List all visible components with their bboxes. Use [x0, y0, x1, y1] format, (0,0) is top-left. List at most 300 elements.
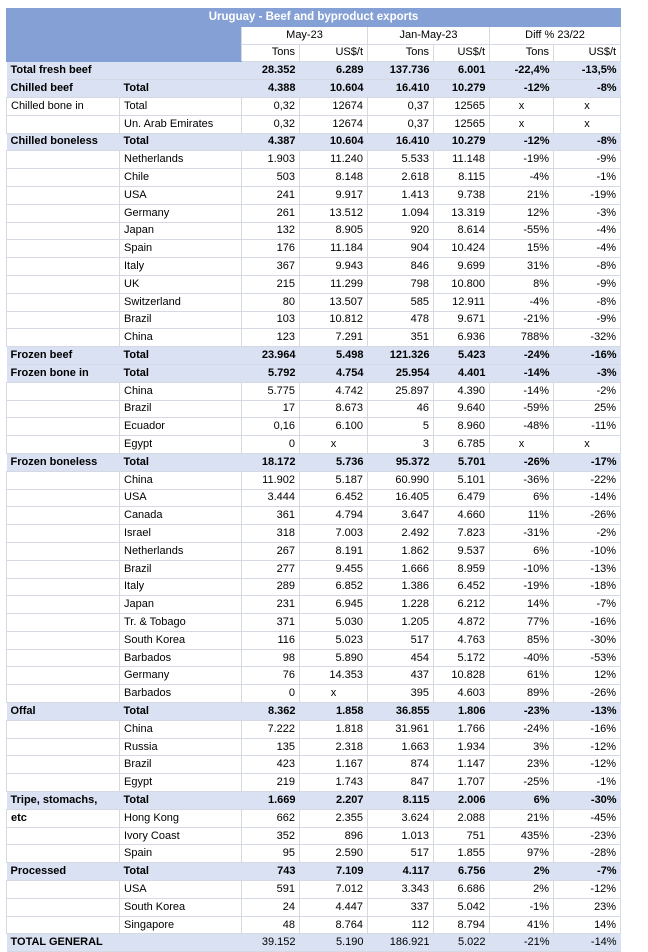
value-cell: -30%	[554, 631, 621, 649]
value-cell: 13.507	[300, 293, 368, 311]
value-cell: -3%	[554, 204, 621, 222]
value-cell: x	[300, 436, 368, 454]
value-cell: 231	[242, 596, 300, 614]
value-cell: x	[490, 97, 554, 115]
category-cell	[7, 560, 120, 578]
table-row	[7, 916, 621, 934]
table-row	[7, 489, 621, 507]
value-cell: 662	[242, 809, 300, 827]
value-cell: -21%	[490, 934, 554, 952]
category-cell: Total fresh beef	[7, 62, 120, 80]
value-cell: -8%	[554, 133, 621, 151]
category-cell	[7, 631, 120, 649]
category-cell	[7, 329, 120, 347]
value-cell: 10.604	[300, 80, 368, 98]
value-cell: -12%	[554, 756, 621, 774]
value-cell: 13.512	[300, 204, 368, 222]
value-cell: 5	[368, 418, 434, 436]
value-cell: 7.003	[300, 525, 368, 543]
label-cell: China	[120, 329, 242, 347]
value-cell: 3%	[490, 738, 554, 756]
value-cell: 8.960	[434, 418, 490, 436]
label-cell: Netherlands	[120, 151, 242, 169]
value-cell: 8.673	[300, 400, 368, 418]
category-cell	[7, 667, 120, 685]
category-cell	[7, 898, 120, 916]
value-cell: -24%	[490, 347, 554, 365]
label-cell: Total	[120, 453, 242, 471]
value-cell: 0	[242, 436, 300, 454]
value-cell: 6.100	[300, 418, 368, 436]
category-cell: TOTAL GENERAL	[7, 934, 120, 952]
value-cell: 5.498	[300, 347, 368, 365]
category-cell	[7, 845, 120, 863]
value-cell: 4.754	[300, 364, 368, 382]
value-cell: 5.423	[434, 347, 490, 365]
label-cell: China	[120, 720, 242, 738]
value-cell: 61%	[490, 667, 554, 685]
label-cell: Barbados	[120, 649, 242, 667]
value-cell: -13%	[554, 703, 621, 721]
label-cell: Chile	[120, 169, 242, 187]
value-cell: 1.167	[300, 756, 368, 774]
label-cell: Egypt	[120, 436, 242, 454]
value-cell: 874	[368, 756, 434, 774]
label-cell: Brazil	[120, 560, 242, 578]
value-cell: -22,4%	[490, 62, 554, 80]
value-cell: -16%	[554, 614, 621, 632]
value-cell: 1.707	[434, 774, 490, 792]
value-cell: 14.353	[300, 667, 368, 685]
label-cell: Total	[120, 364, 242, 382]
value-cell: -17%	[554, 453, 621, 471]
label-cell: Germany	[120, 204, 242, 222]
corner-cell	[7, 26, 242, 62]
table-row	[7, 720, 621, 738]
value-cell: -22%	[554, 471, 621, 489]
value-cell: 48	[242, 916, 300, 934]
value-cell: 9.640	[434, 400, 490, 418]
value-cell: 16.410	[368, 80, 434, 98]
value-cell: -1%	[490, 898, 554, 916]
table-row	[7, 898, 621, 916]
value-cell: 1.818	[300, 720, 368, 738]
value-cell: 5.533	[368, 151, 434, 169]
value-cell: 743	[242, 863, 300, 881]
value-cell: 4.763	[434, 631, 490, 649]
value-cell: -48%	[490, 418, 554, 436]
value-cell: 5.890	[300, 649, 368, 667]
value-cell: 8.959	[434, 560, 490, 578]
value-cell: 1.743	[300, 774, 368, 792]
value-cell: 4.742	[300, 382, 368, 400]
value-cell: -26%	[554, 507, 621, 525]
label-cell: Germany	[120, 667, 242, 685]
value-cell: 10.812	[300, 311, 368, 329]
table-row	[7, 845, 621, 863]
value-cell: 2.088	[434, 809, 490, 827]
value-cell: 14%	[554, 916, 621, 934]
value-cell: 25.897	[368, 382, 434, 400]
value-cell: 25.954	[368, 364, 434, 382]
category-cell	[7, 916, 120, 934]
label-cell: Brazil	[120, 311, 242, 329]
category-cell	[7, 151, 120, 169]
value-cell: 76	[242, 667, 300, 685]
table-row	[7, 97, 621, 115]
value-cell: 98	[242, 649, 300, 667]
value-cell: 5.023	[300, 631, 368, 649]
value-cell: 176	[242, 240, 300, 258]
value-cell: 4.388	[242, 80, 300, 98]
category-cell	[7, 685, 120, 703]
table-row	[7, 703, 621, 721]
value-cell: 10.828	[434, 667, 490, 685]
value-cell: 97%	[490, 845, 554, 863]
category-cell	[7, 311, 120, 329]
value-cell: -10%	[554, 542, 621, 560]
value-cell: -45%	[554, 809, 621, 827]
value-cell: -19%	[490, 151, 554, 169]
value-cell: 10.279	[434, 80, 490, 98]
value-cell: 5.172	[434, 649, 490, 667]
value-cell: -4%	[554, 222, 621, 240]
value-cell: -19%	[554, 186, 621, 204]
table-body	[7, 62, 621, 952]
value-cell: 3.444	[242, 489, 300, 507]
value-cell: 23.964	[242, 347, 300, 365]
table-row	[7, 525, 621, 543]
value-cell: 896	[300, 827, 368, 845]
category-cell	[7, 275, 120, 293]
table-row	[7, 507, 621, 525]
value-cell: -14%	[554, 489, 621, 507]
table-row	[7, 364, 621, 382]
value-cell: 23%	[554, 898, 621, 916]
label-cell: China	[120, 382, 242, 400]
value-cell: 846	[368, 258, 434, 276]
value-cell: 6.945	[300, 596, 368, 614]
value-cell: 2%	[490, 863, 554, 881]
column-subheader-usdt-diff: US$/t	[554, 44, 621, 62]
value-cell: 591	[242, 881, 300, 899]
value-cell: -7%	[554, 596, 621, 614]
value-cell: 241	[242, 186, 300, 204]
value-cell: -8%	[554, 293, 621, 311]
category-cell: Frozen boneless	[7, 453, 120, 471]
value-cell: 1.806	[434, 703, 490, 721]
value-cell: 6%	[490, 542, 554, 560]
table-row	[7, 169, 621, 187]
table-row	[7, 80, 621, 98]
value-cell: 261	[242, 204, 300, 222]
value-cell: -26%	[554, 685, 621, 703]
value-cell: 6.686	[434, 881, 490, 899]
table-row	[7, 881, 621, 899]
value-cell: -32%	[554, 329, 621, 347]
value-cell: x	[490, 436, 554, 454]
value-cell: 6.479	[434, 489, 490, 507]
exports-table	[6, 8, 621, 952]
label-cell: South Korea	[120, 631, 242, 649]
value-cell: -4%	[554, 240, 621, 258]
value-cell: 36.855	[368, 703, 434, 721]
value-cell: 8.148	[300, 169, 368, 187]
value-cell: 1.228	[368, 596, 434, 614]
value-cell: 1.386	[368, 578, 434, 596]
value-cell: 21%	[490, 809, 554, 827]
value-cell: 1.934	[434, 738, 490, 756]
table-row	[7, 685, 621, 703]
value-cell: -30%	[554, 792, 621, 810]
value-cell: -14%	[554, 934, 621, 952]
label-cell: Canada	[120, 507, 242, 525]
value-cell: 10.424	[434, 240, 490, 258]
label-cell: Tr. & Tobago	[120, 614, 242, 632]
category-cell	[7, 596, 120, 614]
value-cell: 395	[368, 685, 434, 703]
value-cell: 2%	[490, 881, 554, 899]
value-cell: 16.410	[368, 133, 434, 151]
value-cell: 112	[368, 916, 434, 934]
value-cell: 9.455	[300, 560, 368, 578]
category-cell	[7, 382, 120, 400]
value-cell: 25%	[554, 400, 621, 418]
value-cell: 7.109	[300, 863, 368, 881]
value-cell: 10.800	[434, 275, 490, 293]
value-cell: -13%	[554, 560, 621, 578]
value-cell: x	[490, 115, 554, 133]
value-cell: 277	[242, 560, 300, 578]
value-cell: 4.387	[242, 133, 300, 151]
value-cell: 1.413	[368, 186, 434, 204]
value-cell: -7%	[554, 863, 621, 881]
value-cell: 267	[242, 542, 300, 560]
label-cell: Total	[120, 133, 242, 151]
label-cell: Total	[120, 703, 242, 721]
category-cell	[7, 489, 120, 507]
value-cell: -14%	[490, 364, 554, 382]
table-row	[7, 809, 621, 827]
value-cell: 1.663	[368, 738, 434, 756]
label-cell: USA	[120, 489, 242, 507]
value-cell: 5.101	[434, 471, 490, 489]
table-row	[7, 614, 621, 632]
value-cell: 1.013	[368, 827, 434, 845]
value-cell: 4.794	[300, 507, 368, 525]
value-cell: 6.852	[300, 578, 368, 596]
value-cell: -36%	[490, 471, 554, 489]
table-row	[7, 293, 621, 311]
value-cell: 89%	[490, 685, 554, 703]
value-cell: 85%	[490, 631, 554, 649]
title-row	[7, 9, 621, 27]
category-cell	[7, 774, 120, 792]
value-cell: -9%	[554, 151, 621, 169]
value-cell: 2.590	[300, 845, 368, 863]
value-cell: x	[554, 436, 621, 454]
value-cell: -14%	[490, 382, 554, 400]
value-cell: -1%	[554, 774, 621, 792]
value-cell: 1.205	[368, 614, 434, 632]
value-cell: 95	[242, 845, 300, 863]
value-cell: 77%	[490, 614, 554, 632]
label-cell: Spain	[120, 240, 242, 258]
label-cell: Total	[120, 792, 242, 810]
value-cell: 6%	[490, 792, 554, 810]
value-cell: 2.492	[368, 525, 434, 543]
value-cell: 10.604	[300, 133, 368, 151]
label-cell: Japan	[120, 222, 242, 240]
column-group-row	[7, 26, 621, 44]
table-row	[7, 436, 621, 454]
value-cell: 12565	[434, 97, 490, 115]
value-cell: 751	[434, 827, 490, 845]
value-cell: 4.390	[434, 382, 490, 400]
label-cell: Total	[120, 97, 242, 115]
value-cell: 7.291	[300, 329, 368, 347]
column-group-janmay23: Jan-May-23	[368, 26, 490, 44]
table-row	[7, 863, 621, 881]
value-cell: 8.115	[368, 792, 434, 810]
value-cell: 2.207	[300, 792, 368, 810]
table-row	[7, 827, 621, 845]
value-cell: 503	[242, 169, 300, 187]
value-cell: -11%	[554, 418, 621, 436]
value-cell: -2%	[554, 382, 621, 400]
value-cell: 337	[368, 898, 434, 916]
category-cell	[7, 293, 120, 311]
table-row	[7, 738, 621, 756]
value-cell: 16.405	[368, 489, 434, 507]
label-cell: Spain	[120, 845, 242, 863]
value-cell: -24%	[490, 720, 554, 738]
value-cell: 9.917	[300, 186, 368, 204]
value-cell: 1.858	[300, 703, 368, 721]
label-cell: Russia	[120, 738, 242, 756]
table-row	[7, 667, 621, 685]
table-title: Uruguay - Beef and byproduct exports	[7, 9, 621, 27]
value-cell: 0,37	[368, 97, 434, 115]
category-cell: Chilled boneless	[7, 133, 120, 151]
value-cell: 9.943	[300, 258, 368, 276]
value-cell: 318	[242, 525, 300, 543]
value-cell: -16%	[554, 347, 621, 365]
label-cell: Japan	[120, 596, 242, 614]
category-cell: Chilled bone in	[7, 97, 120, 115]
value-cell: -28%	[554, 845, 621, 863]
column-subheader-tons-may: Tons	[242, 44, 300, 62]
value-cell: 904	[368, 240, 434, 258]
value-cell: 8%	[490, 275, 554, 293]
value-cell: -55%	[490, 222, 554, 240]
value-cell: 15%	[490, 240, 554, 258]
value-cell: -12%	[554, 738, 621, 756]
value-cell: 17	[242, 400, 300, 418]
value-cell: 8.794	[434, 916, 490, 934]
value-cell: 11.184	[300, 240, 368, 258]
label-cell	[120, 934, 242, 952]
category-cell	[7, 542, 120, 560]
value-cell: 1.855	[434, 845, 490, 863]
category-cell: Tripe, stomachs,	[7, 792, 120, 810]
table-row	[7, 649, 621, 667]
value-cell: 3	[368, 436, 434, 454]
value-cell: 103	[242, 311, 300, 329]
value-cell: 5.022	[434, 934, 490, 952]
value-cell: -1%	[554, 169, 621, 187]
value-cell: 123	[242, 329, 300, 347]
value-cell: 24	[242, 898, 300, 916]
value-cell: -9%	[554, 311, 621, 329]
table-row	[7, 151, 621, 169]
value-cell: 4.660	[434, 507, 490, 525]
label-cell: Israel	[120, 525, 242, 543]
label-cell: USA	[120, 186, 242, 204]
value-cell: 5.030	[300, 614, 368, 632]
table-row	[7, 471, 621, 489]
table-row	[7, 186, 621, 204]
table-row	[7, 792, 621, 810]
value-cell: 8.191	[300, 542, 368, 560]
category-cell	[7, 204, 120, 222]
value-cell: 1.147	[434, 756, 490, 774]
table-row	[7, 418, 621, 436]
label-cell: Barbados	[120, 685, 242, 703]
label-cell: USA	[120, 881, 242, 899]
value-cell: 0,32	[242, 115, 300, 133]
value-cell: 0,37	[368, 115, 434, 133]
label-cell: Total	[120, 80, 242, 98]
table-row	[7, 329, 621, 347]
label-cell: Hong Kong	[120, 809, 242, 827]
value-cell: -26%	[490, 453, 554, 471]
value-cell: 517	[368, 845, 434, 863]
category-cell	[7, 507, 120, 525]
category-cell: Offal	[7, 703, 120, 721]
value-cell: 186.921	[368, 934, 434, 952]
value-cell: -12%	[490, 133, 554, 151]
value-cell: 95.372	[368, 453, 434, 471]
label-cell	[120, 62, 242, 80]
table-row	[7, 596, 621, 614]
value-cell: 11.902	[242, 471, 300, 489]
column-subheader-usdt-may: US$/t	[300, 44, 368, 62]
value-cell: 6.212	[434, 596, 490, 614]
value-cell: 361	[242, 507, 300, 525]
value-cell: 4.447	[300, 898, 368, 916]
category-cell	[7, 756, 120, 774]
value-cell: -8%	[554, 80, 621, 98]
value-cell: -9%	[554, 275, 621, 293]
value-cell: 289	[242, 578, 300, 596]
column-subheader-usdt-janmay: US$/t	[434, 44, 490, 62]
label-cell: Singapore	[120, 916, 242, 934]
value-cell: -3%	[554, 364, 621, 382]
table-row	[7, 560, 621, 578]
value-cell: 2.318	[300, 738, 368, 756]
category-cell	[7, 827, 120, 845]
label-cell: Total	[120, 863, 242, 881]
value-cell: 12.911	[434, 293, 490, 311]
table-row	[7, 115, 621, 133]
value-cell: 10.279	[434, 133, 490, 151]
value-cell: 1.766	[434, 720, 490, 738]
value-cell: 132	[242, 222, 300, 240]
value-cell: 2.618	[368, 169, 434, 187]
label-cell: Netherlands	[120, 542, 242, 560]
value-cell: -23%	[490, 703, 554, 721]
